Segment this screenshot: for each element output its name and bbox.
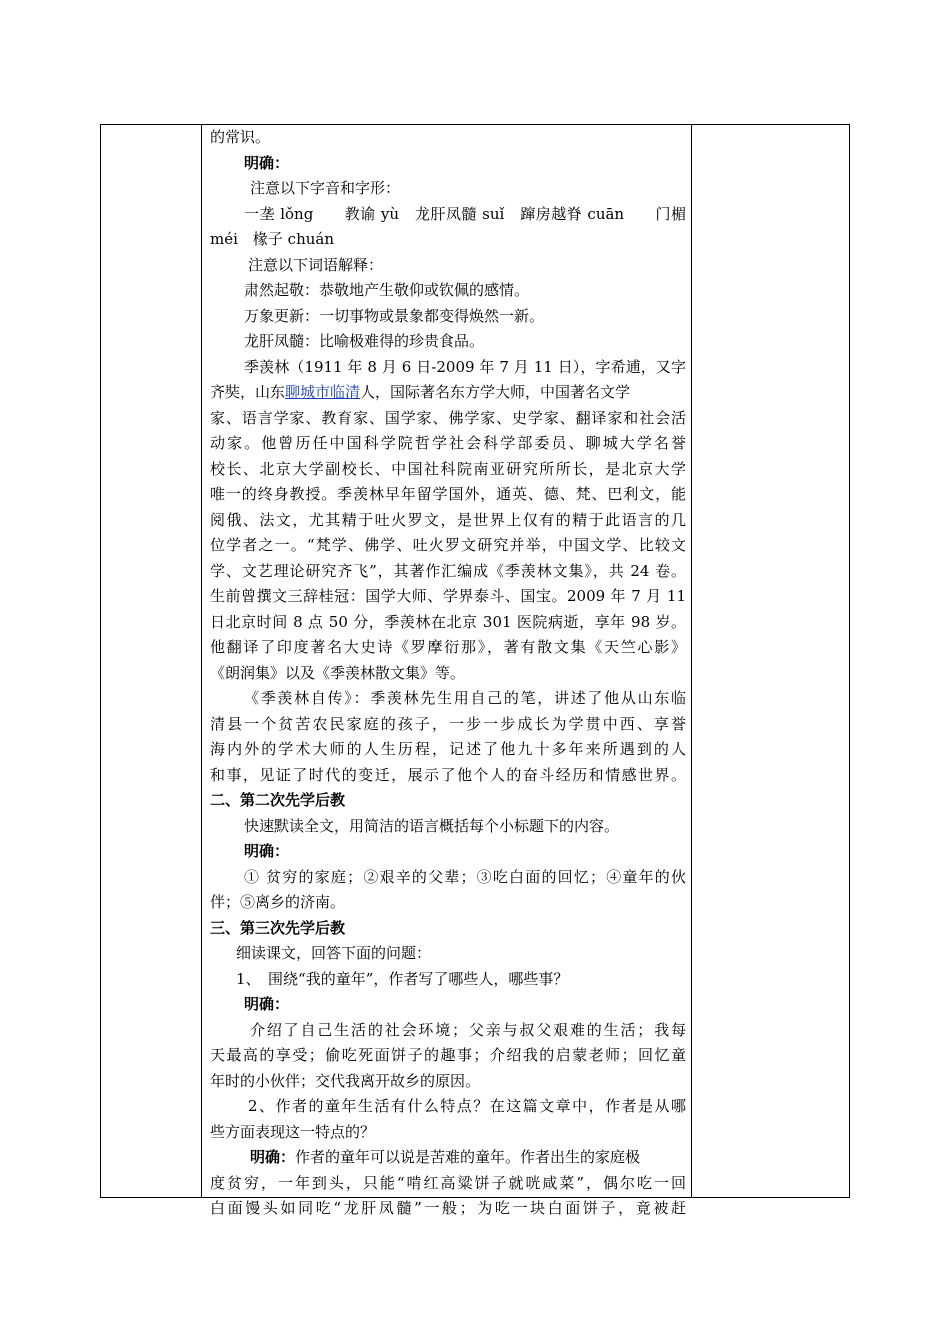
text-line: 一垄 lǒng 教谕 yù 龙肝凤髓 suǐ 蹿房越脊 cuān 门楣 <box>244 204 686 223</box>
text-line: 日北京时间 8 点 50 分，季羡林在北京 301 医院病逝，享年 98 岁。 <box>210 612 686 631</box>
text-line: 2、作者的童年生活有什么特点？在这篇文章中，作者是从哪 <box>248 1097 686 1115</box>
place-link[interactable]: 聊城市临清 <box>285 383 361 401</box>
text-line: 他翻译了印度著名大史诗《罗摩衍那》，著有散文集《天竺心影》 <box>210 638 686 656</box>
section-heading: 三、第三次先学后教 <box>210 918 346 937</box>
text-line: 位学者之一。“梵学、佛学、吐火罗文研究并举，中国文学、比较文 <box>210 536 686 554</box>
text-line: 注意以下字音和字形： <box>250 179 401 197</box>
text-line: 年时的小伙伴；交代我离开故乡的原因。 <box>210 1071 481 1090</box>
text-line: méi 椽子 chuán <box>210 230 334 248</box>
text-line: ① 贫穷的家庭；②艰辛的父辈；③吃白面的回忆；④童年的伙 <box>244 867 686 886</box>
text-line: 学、文艺理论研究齐飞”，其著作汇编成《季羡林文集》，共 24 卷。 <box>210 561 686 580</box>
answer-label: 明确： <box>250 1148 296 1166</box>
text-line: 和事，见证了时代的变迁，展示了他个人的奋斗经历和情感世界。 <box>210 765 686 784</box>
table-column-divider-right <box>691 125 692 1197</box>
lesson-table <box>100 124 850 1217</box>
text-line: 生前曾撰文三辞桂冠：国学大师、学界泰斗、国宝。2009 年 7 月 11 <box>210 587 686 605</box>
text-line: 天最高的享受；偷吃死面饼子的趣事；介绍我的启蒙老师；回忆童 <box>210 1046 686 1064</box>
text-line: 校长、北京大学副校长、中国社科院南亚研究所所长，是北京大学 <box>210 459 686 478</box>
text-line: 龙肝凤髓：比喻极难得的珍贵食品。 <box>244 332 485 350</box>
text-line: 的常识。 <box>210 128 271 146</box>
text-segment: 齐奘，山东 <box>210 383 286 401</box>
text-line: 白面馒头如同吃“龙肝凤髓”一般；为吃一块白面饼子，竟被赶 <box>210 1199 686 1217</box>
lesson-content-cell <box>210 125 686 1217</box>
text-segment: 人，国际著名东方学大师，中国著名文学 <box>360 383 631 401</box>
answer-label: 明确： <box>244 842 290 860</box>
text-line: 家、语言学家、教育家、国学家、佛学家、史学家、翻译家和社会活 <box>210 408 686 427</box>
text-line <box>210 380 686 406</box>
text-line: 季羡林（1911 年 8 月 6 日-2009 年 7 月 11 日），字希逋，又字 <box>244 357 686 376</box>
text-line: 1、 围绕“我的童年”，作者写了哪些人，哪些事？ <box>236 969 569 988</box>
text-line: 肃然起敬：恭敬地产生敬仰或钦佩的感情。 <box>244 281 530 299</box>
answer-label: 明确： <box>244 995 290 1013</box>
text-line: 度贫穷，一年到头，只能“啃红高粱饼子就咣咸菜”，偶尔吃一回 <box>210 1173 686 1192</box>
text-line: 注意以下词语解释： <box>248 255 384 274</box>
text-line: 介绍了自己生活的社会环境；父亲与叔父艰难的生活；我每 <box>250 1020 686 1039</box>
text-line <box>210 1145 686 1171</box>
text-segment: 作者的童年可以说是苦难的童年。作者出生的家庭极 <box>295 1148 641 1166</box>
text-line: 《朗润集》以及《季羡林散文集》等。 <box>210 663 466 682</box>
text-line: 清县一个贫苦农民家庭的孩子，一步一步成长为学贯中西、享誉 <box>210 714 686 733</box>
section-heading: 二、第二次先学后教 <box>210 791 346 809</box>
text-line: 万象更新：一切事物或景象都变得焕然一新。 <box>244 306 545 325</box>
text-line: 伴；⑤离乡的济南。 <box>210 893 346 911</box>
text-line: 阅俄、法文，尤其精于吐火罗文，是世界上仅有的精于此语言的几 <box>210 510 686 529</box>
text-line: 些方面表现这一特点的？ <box>210 1122 376 1141</box>
text-line: 细读课文，回答下面的问题： <box>236 944 432 962</box>
text-line: 快速默读全文，用简洁的语言概括每个小标题下的内容。 <box>244 816 620 835</box>
answer-label: 明确： <box>244 153 290 172</box>
text-line: 唯一的终身教授。季羡林早年留学国外，通英、德、梵、巴利文，能 <box>210 485 686 503</box>
text-line: 动家。他曾历任中国科学院哲学社会科学部委员、聊城大学名誉 <box>210 434 686 452</box>
text-line: 海内外的学术大师的人生历程，记述了他九十多年来所遇到的人 <box>210 740 686 758</box>
text-line: 《季羡林自传》：季羡林先生用自己的笔，讲述了他从山东临 <box>244 689 686 707</box>
table-column-divider-left <box>201 125 202 1197</box>
